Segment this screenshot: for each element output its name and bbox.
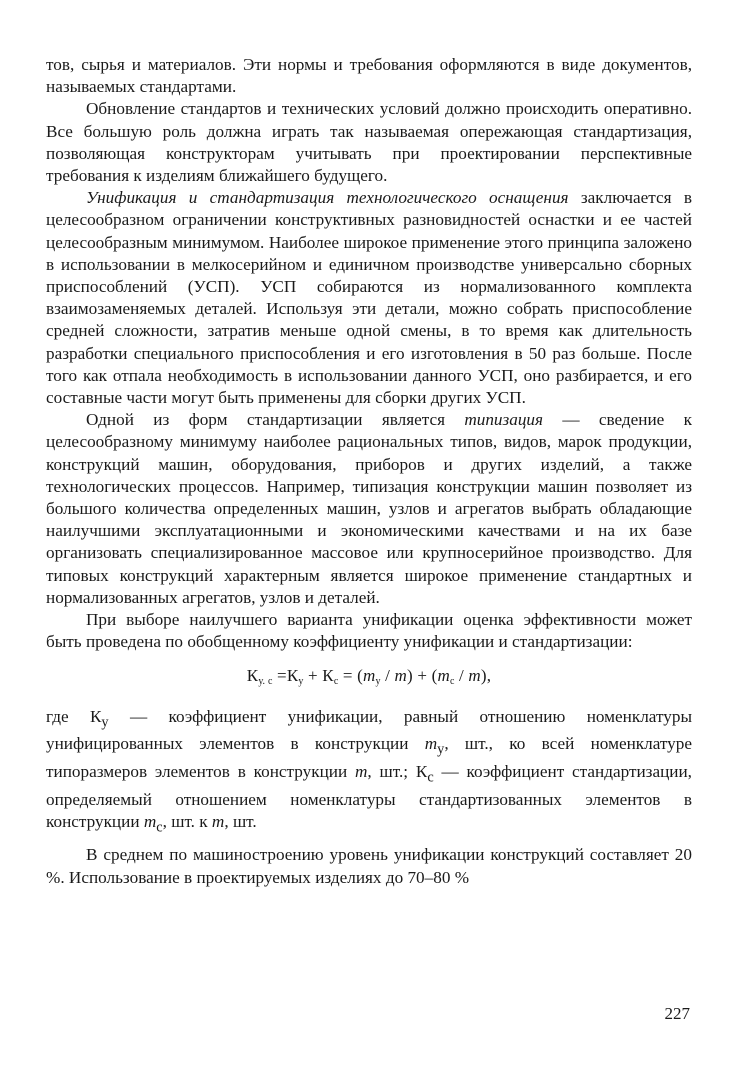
p6-var: m: [354, 761, 368, 781]
paragraph-1: тов, сырья и материалов. Эти нормы и требования оформляются в виде документов, называемых стандартами.: [46, 55, 692, 97]
formula-k: К: [246, 666, 259, 686]
paragraph-3-text: заключается в целесообразном ограничении конструктивных разновидностей оснастки и ее частей целесообразным минимумом. Наиболее широкое применение этого принципа заложено в использовании в мелкосерийном и единичном производстве универсально сборных приспособлений (УСП). УСП собираются из нормализованного комплекта взаимозаменяемых деталей. Используя эти детали, можно собрать приспособление средней сложности, затратив меньше одной смены, в то время как длительность разработки специального приспособления и его изготовления в 50 раз больше. После того как отпала необходимость в использовании данного УСП, оно разбирается, и его составные части могут быть применены для сборки других УСП.: [46, 188, 692, 408]
formula-sub: с: [449, 676, 455, 688]
formula-var: m: [468, 666, 481, 686]
formula-var: m: [437, 666, 450, 686]
formula-op: +: [303, 666, 323, 686]
formula-op: ),: [480, 666, 492, 686]
p6-sub: у: [101, 714, 109, 731]
formula-var: m: [363, 666, 376, 686]
formula-op: = (: [338, 666, 364, 686]
paragraph-7: В среднем по машиностроению уровень унификации конструкций составляет 20 %. Использование в проектируемых изделиях до 70–80 %: [46, 845, 692, 887]
p6-a: где К: [46, 706, 102, 726]
p6-e: — коэффициент стандартизации, определяемый отношением номенклатуры стандартизованных элементов в конструкции: [46, 761, 692, 831]
formula-sub: у. с: [258, 676, 273, 688]
paragraph-4-text: — сведение к целесообразному минимуму наиболее рациональных типов, видов, марок продукции, конструкций машин, оборудования, приборов и других изделий, а также технологических процессов. Например, типизация конструкции машин позволяет из большого количества определенных машин, узлов и агрегатов выбрать обладающие наилучшими эксплуатационными и экономическими качествами и на их базе организовать специализированное массовое или крупносерийное производство. Для типовых конструкций характерным является широкое применение стандартных и нормализованных агрегатов, узлов и деталей.: [46, 410, 692, 607]
formula: [46, 665, 692, 693]
p6-sub: у: [437, 741, 445, 758]
formula-k: К: [286, 666, 299, 686]
formula-op: /: [380, 666, 395, 686]
p6-var: m: [211, 811, 225, 831]
p6-d: , шт.; К: [367, 761, 428, 781]
paragraph-6: [46, 706, 692, 839]
p6-var: m: [424, 734, 438, 754]
p6-b: — коэффициент унификации, равный отношению номенклатуры унифицированных элементов в конструкции: [46, 706, 693, 754]
paragraph-5: При выборе наилучшего варианта унификации оценка эффективности может быть проведена по обобщенному коэффициенту унификации и стандартизации:: [46, 610, 692, 652]
paragraph-2: Обновление стандартов и технических условий должно происходить оперативно. Все большую роль должна играть так называемая опережающая стандартизация, позволяющая конструкторам учитывать при проектировании перспективные требования к изделиям ближайшего будущего.: [46, 99, 692, 186]
formula-op: /: [454, 666, 469, 686]
paragraph-4: [46, 409, 692, 609]
p6-sub: с: [156, 819, 163, 836]
body-text: [46, 54, 692, 889]
p6-sub: с: [427, 769, 434, 786]
p6-c: , шт., ко всей номенклатуре типоразмеров элементов в конструкции: [46, 734, 692, 781]
formula-var: m: [394, 666, 408, 686]
formula-eq: =: [272, 666, 287, 686]
p6-var: m: [143, 811, 157, 831]
term-unification: Унификация и стандартизация технологического оснащения: [86, 188, 569, 208]
p6-f: , шт. к: [162, 811, 212, 831]
formula-sub: у: [298, 676, 304, 688]
formula-sub: у: [375, 676, 381, 688]
term-typization: типизация: [464, 410, 543, 430]
paragraph-3: [46, 187, 692, 409]
paragraph-4-start: Одной из форм стандартизации является: [86, 410, 465, 430]
formula-sub: с: [333, 676, 339, 688]
p6-g: , шт.: [224, 811, 257, 831]
formula-op: ) + (: [407, 666, 438, 686]
formula-k: К: [322, 666, 334, 686]
page-number: 227: [664, 1004, 690, 1023]
